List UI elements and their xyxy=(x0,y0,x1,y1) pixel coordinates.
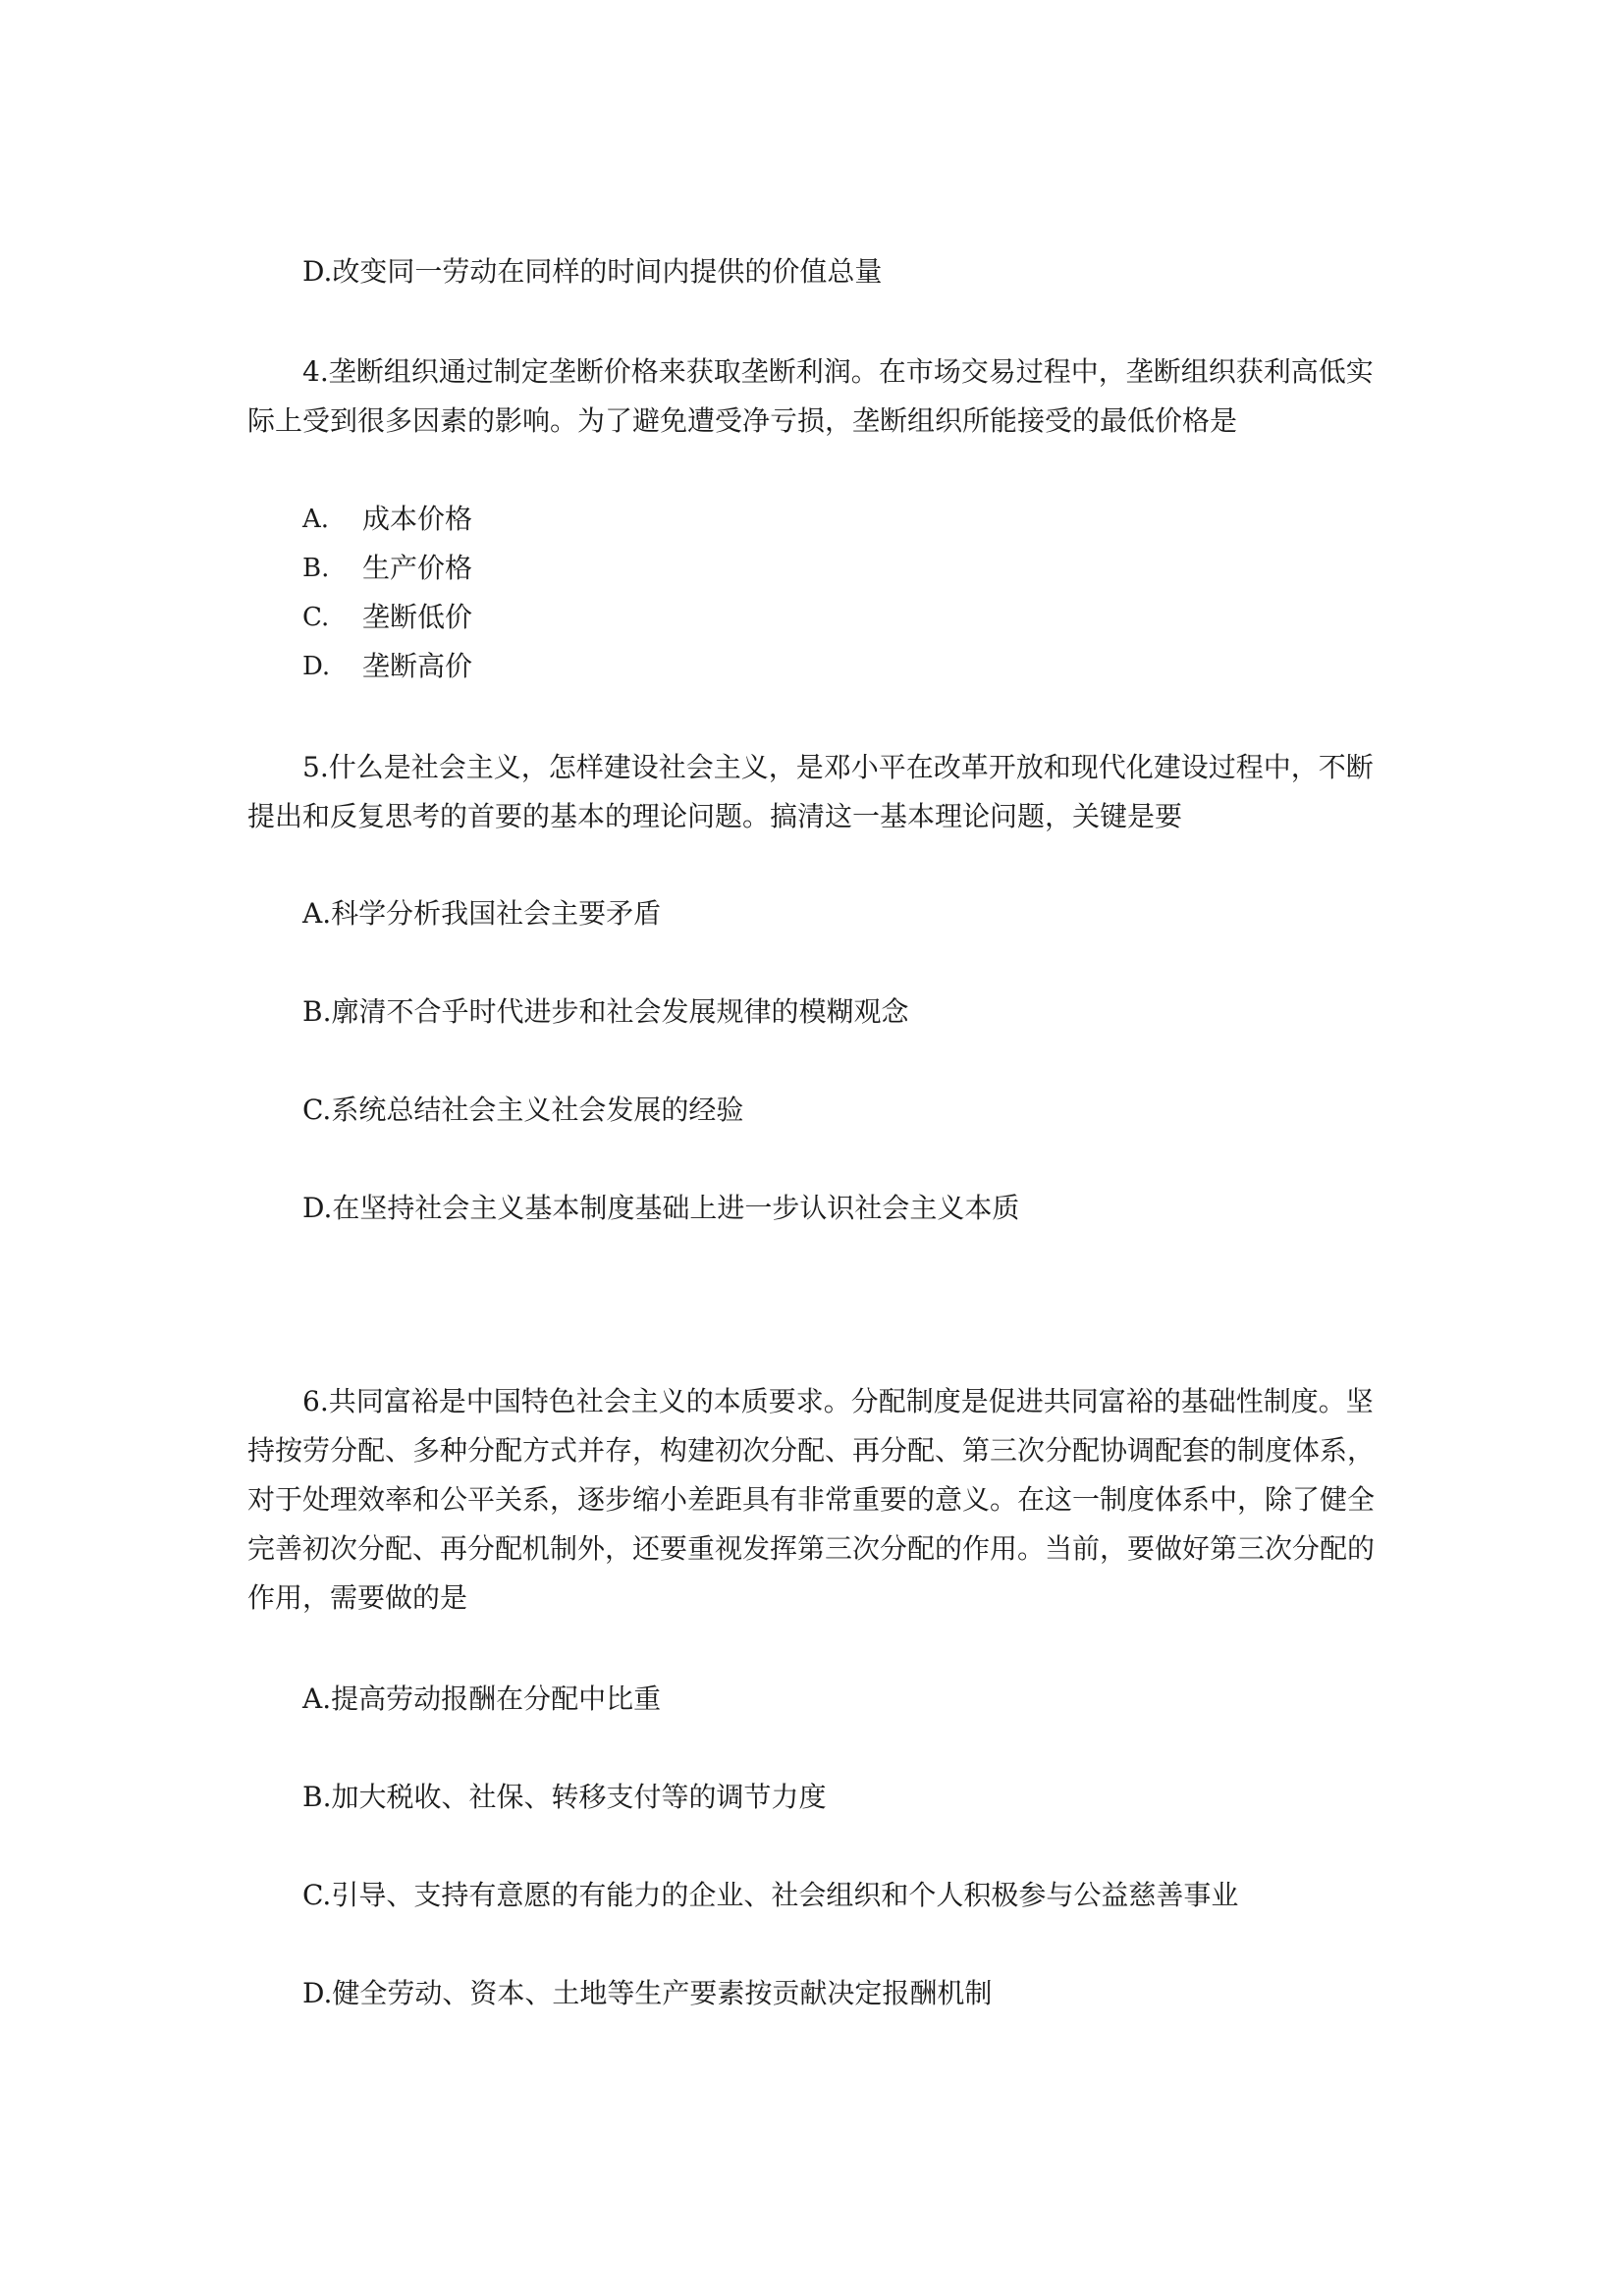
q6-option-d: D.健全劳动、资本、土地等生产要素按贡献决定报酬机制 xyxy=(302,1977,993,2009)
q4-option-a-text: 成本价格 xyxy=(362,503,473,535)
q4-option-c-text: 垄断低价 xyxy=(362,601,473,633)
q5-option-c: C.系统总结社会主义社会发展的经验 xyxy=(302,1094,744,1126)
q3-option-d: D.改变同一劳动在同样的时间内提供的价值总量 xyxy=(302,255,883,288)
q5-option-d: D.在坚持社会主义基本制度基础上进一步认识社会主义本质 xyxy=(302,1192,1020,1224)
q4-option-b-text: 生产价格 xyxy=(362,552,473,584)
q5-option-b: B.廓清不合乎时代进步和社会发展规律的模糊观念 xyxy=(302,995,909,1028)
q4-option-d-text: 垄断高价 xyxy=(362,650,473,682)
q4-option-d-letter: D. xyxy=(302,652,331,681)
q4-option-c-letter: C. xyxy=(302,603,330,632)
q4-stem: 4.垄断组织通过制定垄断价格来获取垄断利润。在市场交易过程中，垄断组织获利高低实际上受到很多因素的影响。为了避免遭受净亏损，垄断组织所能接受的最低价格是 xyxy=(247,355,1374,437)
q4-option-b-letter: B. xyxy=(302,554,330,583)
q6-option-a: A.提高劳动报酬在分配中比重 xyxy=(302,1682,662,1715)
q4-option-a-letter: A. xyxy=(302,505,330,534)
q5-option-a: A.科学分析我国社会主要矛盾 xyxy=(302,897,662,930)
q6-option-b: B.加大税收、社保、转移支付等的调节力度 xyxy=(302,1781,827,1813)
q6-stem: 6.共同富裕是中国特色社会主义的本质要求。分配制度是促进共同富裕的基础性制度。坚持按劳分配、多种分配方式并存，构建初次分配、再分配、第三次分配协调配套的制度体系，对于处理效率和公平关系，逐步缩小差距具有非常重要的意义。在这一制度体系中，除了健全完善初次分配、再分配机制外，还要重视发挥第三次分配的作用。当前，要做好第三次分配的作用，需要做的是 xyxy=(247,1385,1376,1614)
q5-stem: 5.什么是社会主义，怎样建设社会主义，是邓小平在改革开放和现代化建设过程中，不断提出和反复思考的首要的基本的理论问题。搞清这一基本理论问题，关键是要 xyxy=(247,751,1374,832)
q6-option-c: C.引导、支持有意愿的有能力的企业、社会组织和个人积极参与公益慈善事业 xyxy=(302,1879,1239,1911)
